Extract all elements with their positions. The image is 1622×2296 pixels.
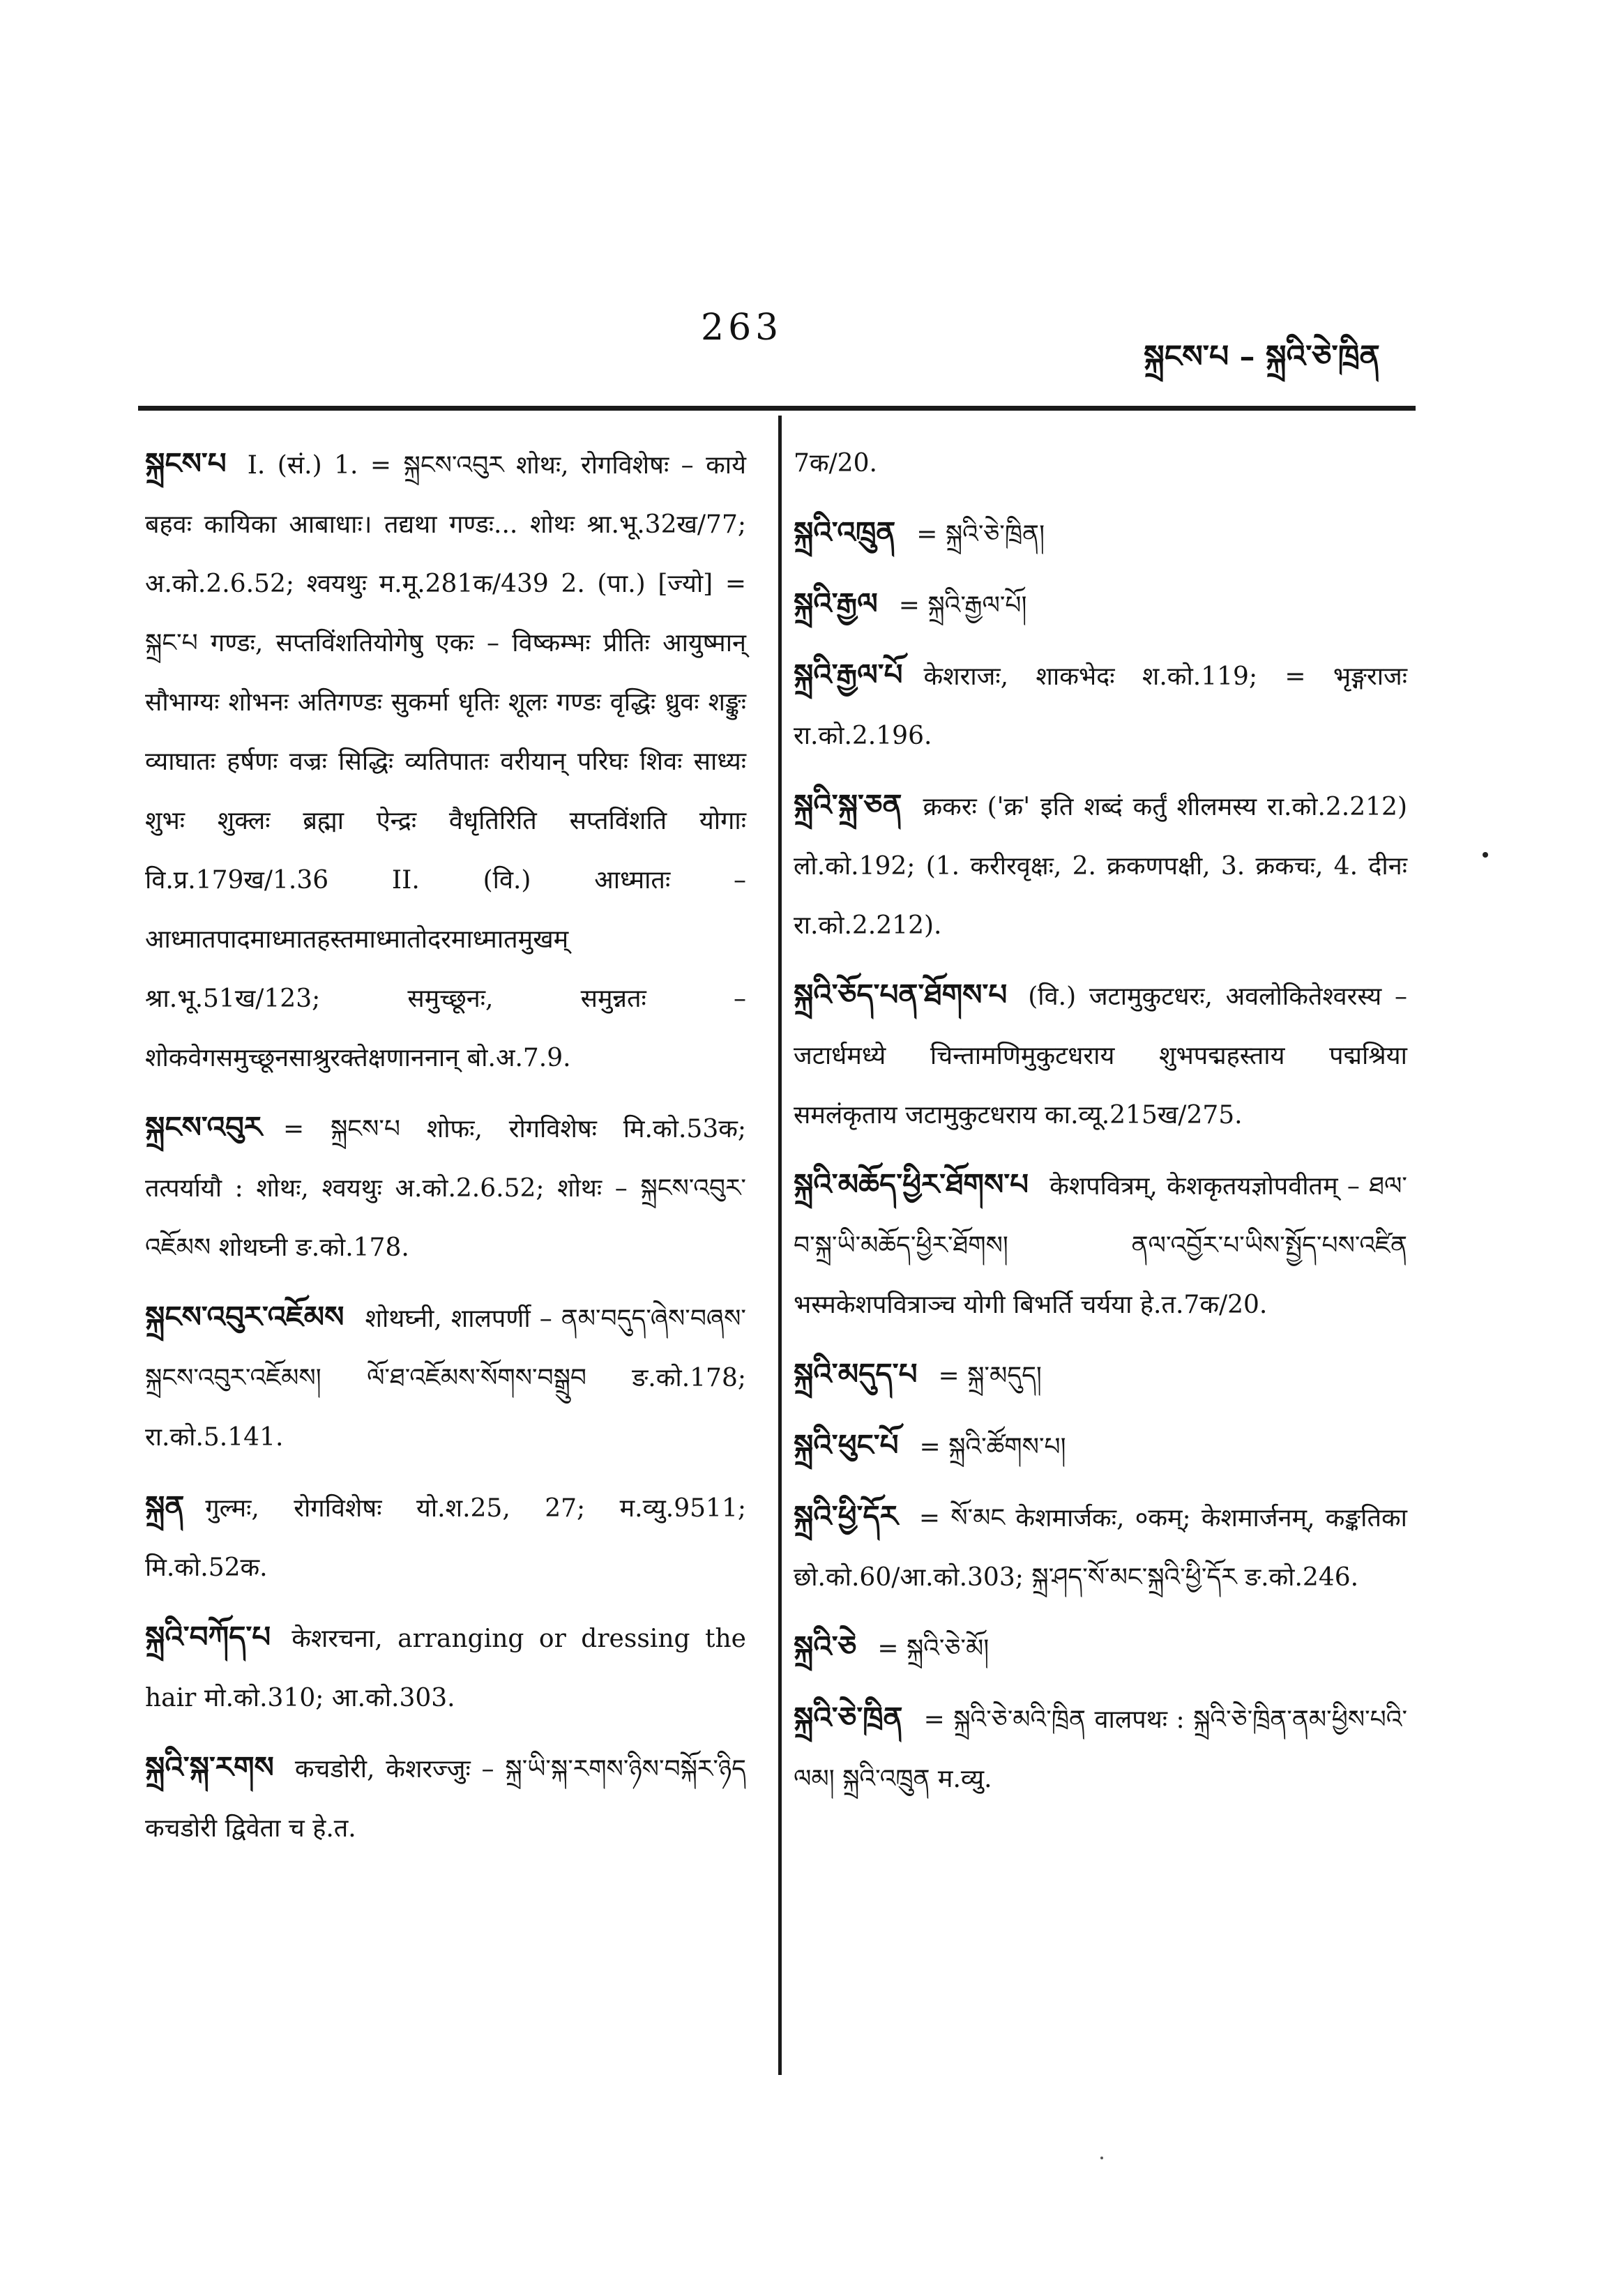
entry-text: I. (सं.) 1. = སྐྲངས་འབུར शोथः, रोगविशेषः – काये बहवः कायिका आबाधाः। तद्यथा गण्डः... शोथः श्रा.भू.32ख/77; अ.को.2.6.52; श्वयथुः म.मू.281क/439 2. (पा.) [ज्यो] = སྐྲང་པ गण्डः, सप्तविंशतियोगेषु एकः – विष्कम्भः प्रीतिः आयुष्मान् सौभाग्यः शोभनः अतिगण्डः सुकर्मा धृतिः शूलः गण्डः वृद्धिः ध्रुवः शङ्कुः व्याघातः हर्षणः वज्रः सिद्धिः व्यतिपातः वरीयान् परिघः शिवः साध्यः शुभः शुक्लः ब्रह्मा ऐन्द्रः वैधृतिरिति सप्तविंशति योगाः वि.प्र.179ख/1.36 II. (वि.) आध्मातः – आध्मातपादमाध्मातहस्तमाध्मातोदरमाध्मातमुखम् श्रा.भू.51ख/123; समुच्छूनः, समुन्नतः – शोकवेगसमुच्छूनसाश्रुरक्तेक्षणाननान् बो.अ.7.9. bbox=[145, 451, 746, 1072]
entry-text: = སྐྲའི་ཚོགས་པ། bbox=[919, 1433, 1066, 1461]
entry-headword: སྐྲའི་འཁྲུན bbox=[794, 515, 896, 549]
entry-text: (वि.) जटामुकुटधरः, अवलोकितेश्वरस्य – जटार्धमध्ये चिन्तामणिमुकुटधराय शुभपद्महस्ताय पद्मश्रिया समलंकृताय जटामुकुटधराय का.व्यू.215ख/275. bbox=[794, 982, 1407, 1130]
entry-text: क्रकरः ('क्र' इति शब्दं कर्तुं शीलमस्य रा.को.2.212) लो.को.192; (1. करीरवृक्षः, 2. क्रकणपक्षी, 3. क्रकचः, 4. दीनः रा.को.2.212). bbox=[794, 793, 1407, 940]
scan-speck bbox=[1100, 2157, 1103, 2159]
dictionary-entry bbox=[145, 1287, 746, 1467]
entry-text: केशपवित्रम्, केशकृतयज्ञोपवीतम् – ཐལ་བ་སྐྲ་ཡི་མཆོད་ཕྱིར་ཐོགས། ནལ་འབྱོར་པ་ཡིས་སྤྱོད་པས་འཛིན भस्मकेशपवित्राञ्च योगी बिभर्ति चर्यया हे.त.7क/20. bbox=[794, 1172, 1407, 1319]
entry-text: = སྐྲའི་ཅེ་མོ། bbox=[877, 1634, 990, 1663]
dictionary-entry bbox=[145, 1738, 746, 1858]
left-column bbox=[145, 434, 746, 1868]
top-rule bbox=[138, 406, 1416, 411]
right-column bbox=[794, 434, 1407, 1818]
entry-headword: སྐྲའི་མཆོད་ཕྱིར་ཐོགས་པ bbox=[794, 1167, 1029, 1201]
margin-dot bbox=[1483, 852, 1488, 858]
dictionary-entry bbox=[794, 1487, 1407, 1607]
dictionary-entry bbox=[794, 503, 1407, 564]
dictionary-entry bbox=[794, 1617, 1407, 1678]
entry-text: शोथघ्नी, शालपर्णी – ནམ་བདུད་ཞེས་བཞས་སྐྲངས་འབུར་འཇོམས། ལོ་ཐ་འཇོམས་སོགས་བསྒྲུབ ङ.को.178; रा.को.5.141. bbox=[145, 1305, 746, 1452]
entry-text: 7क/20. bbox=[794, 449, 877, 478]
entry-headword: སྐྲའི་ཅོད་པན་ཐོགས་པ bbox=[794, 978, 1008, 1012]
entry-text: = སྐྲངས་པ शोफः, रोगविशेषः मि.को.53क; तत्पर्यायौ : शोथः, श्वयथुः अ.को.2.6.52; शोथः – སྐྲངས་འབུར་འཇོམས शोथघ्नी ङ.को.178. bbox=[145, 1115, 746, 1262]
entry-text: = སྐྲ་མདུད། bbox=[938, 1362, 1042, 1390]
dictionary-entry bbox=[794, 965, 1407, 1145]
dictionary-entry bbox=[794, 1155, 1407, 1335]
entry-headword: སྐྲའི་ཕུང་པོ bbox=[794, 1428, 899, 1462]
entry-continuation bbox=[794, 434, 1407, 493]
entry-text: = སོ་མང केशमार्जकः, ०कम्; केशमार्जनम्, कङ्कतिका छो.को.60/आ.को.303; སྐྲ་ཤད་སོ་མང་སྐྲའི་ཕྱི་དོར ङ.को.246. bbox=[794, 1504, 1407, 1592]
entry-headword: སྐྲངས་འབུར bbox=[145, 1110, 263, 1144]
entry-headword: སྐྲའི་ཅེ་ཁྲིན bbox=[794, 1701, 903, 1735]
dictionary-entry bbox=[145, 434, 746, 1088]
entry-text: केशरचना, arranging or dressing the hair मो.को.310; आ.को.303. bbox=[145, 1625, 746, 1712]
entry-text: = སྐྲའི་རྒྱལ་པོ། bbox=[898, 591, 1027, 620]
entry-text: कचडोरी, केशरज्जुः – སྐྲ་ཡི་སྐ་རགས་ཉིས་བསྐོར་ཉིད कचडोरी द्विवेता च हे.त. bbox=[145, 1755, 746, 1843]
entry-text: केशराजः, शाकभेदः श.को.119; = भृङ्गराजः रा.को.2.196. bbox=[794, 662, 1407, 750]
dictionary-entry bbox=[794, 574, 1407, 635]
dictionary-entry bbox=[145, 1097, 746, 1277]
page-number: 263 bbox=[701, 307, 783, 349]
entry-headword: སྐྲའི་རྒྱལ bbox=[794, 586, 878, 621]
column-divider bbox=[778, 416, 782, 2075]
entry-text: = སྐྲའི་ཅེ་མའི་ཁྲིན वालपथः : སྐྲའི་ཅེ་ཁྲིན་ནམ་ཕྱིས་པའི་ལམ། སྐྲའི་འཁྲུན म.व्यु. bbox=[794, 1705, 1407, 1793]
entry-headword: སྐྲའི་སྐྲ་ཅན bbox=[794, 788, 902, 822]
entry-headword: སྐྲའི་མདུད་པ bbox=[794, 1357, 918, 1391]
entry-headword: སྐྲངས་འབུར་འཇོམས bbox=[145, 1300, 344, 1334]
dictionary-entry bbox=[145, 1607, 746, 1728]
entry-headword: སྐྲན bbox=[145, 1489, 185, 1523]
running-head: སྐྲངས་པ – སྐྲའི་ཅེ་ཁྲིན bbox=[1144, 339, 1380, 374]
dictionary-entry bbox=[794, 1344, 1407, 1406]
dictionary-entry bbox=[794, 775, 1407, 955]
entry-text: = སྐྲའི་ཅེ་ཁྲིན། bbox=[916, 520, 1045, 549]
dictionary-entry bbox=[794, 645, 1407, 766]
entry-headword: སྐྲའི་སྐ་རགས bbox=[145, 1750, 274, 1784]
entry-headword: སྐྲའི་རྒྱལ་པོ bbox=[794, 657, 903, 692]
dictionary-entry bbox=[145, 1477, 746, 1597]
dictionary-entry bbox=[794, 1415, 1407, 1477]
entry-headword: སྐྲའི་བཀོད་པ bbox=[145, 1620, 271, 1654]
entry-headword: སྐྲའི་ཕྱི་དོར bbox=[794, 1499, 898, 1533]
entry-text: गुल्मः, रोगविशेषः यो.श.25, 27; म.व्यु.9511; मि.को.52क. bbox=[145, 1494, 746, 1582]
dictionary-entry bbox=[794, 1688, 1407, 1809]
entry-headword: སྐྲངས་པ bbox=[145, 446, 227, 480]
entry-headword: སྐྲའི་ཅེ bbox=[794, 1629, 857, 1664]
